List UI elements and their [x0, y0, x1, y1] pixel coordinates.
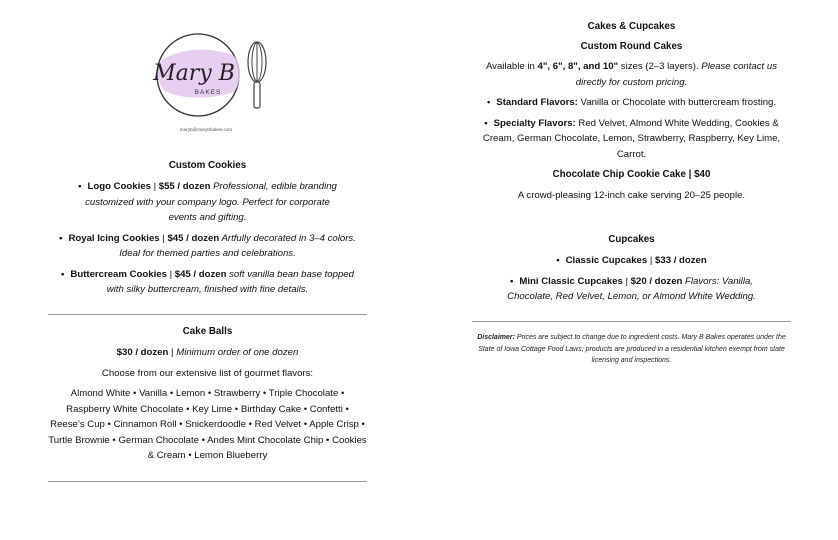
availability-contact: Please contact us directly for custom pricing.	[575, 61, 778, 88]
bullet: •	[486, 97, 491, 108]
availability-prefix: Available in	[485, 61, 538, 72]
cupcakes-list	[472, 253, 791, 305]
cake-balls-minimum: Minimum order of one dozen	[176, 347, 299, 358]
cake-balls-price-line	[48, 345, 367, 361]
cakes-section	[472, 20, 791, 204]
custom-cookies-list	[48, 179, 367, 298]
disclaimer	[472, 332, 791, 367]
item-name: Buttercream Cookies	[70, 268, 167, 280]
item-name: Royal Icing Cookies	[68, 232, 160, 244]
whisk-icon	[248, 42, 266, 108]
item-text: Red Velvet, Almond White Wedding, Cookies & Cream, German Chocolate, Lemon, Strawberry, Raspberry, Key Lime, Carrot.	[482, 117, 781, 160]
cookie-cake-description: A crowd-pleasing 12-inch cake serving 20–25 people.	[517, 190, 746, 201]
bullet: •	[59, 232, 63, 244]
item-text: Vanilla or Chocolate with buttercream frosting.	[577, 97, 777, 108]
item-name: Mini Classic Cupcakes	[519, 275, 623, 287]
logo-script-text: Mary B	[153, 61, 235, 86]
disclaimer-label: Disclaimer:	[477, 334, 515, 341]
item-separator: |	[647, 255, 656, 266]
bullet: •	[78, 181, 82, 192]
availability-text	[472, 59, 791, 90]
item-price: $45 / dozen	[167, 232, 220, 244]
cake-balls-flavors: Almond White • Vanilla • Lemon • Strawberry • Triple Chocolate • Raspberry White Chocolate • Key Lime • Birthday Cake • Confetti • Reese’s Cup • Cinnamon Roll • Snickerdoodle • Red Velvet • Apple Crisp • Turtle Brownie • German Chocolate • Andes Mint Chocolate Chip • Cookies & Cream • Lemon Blueberry	[48, 388, 367, 461]
bullet: •	[556, 255, 560, 266]
list-item	[472, 274, 791, 305]
item-price: $33 / dozen	[655, 255, 707, 266]
item-name: Classic Cupcakes	[565, 255, 648, 266]
item-price: $45 / dozen	[174, 268, 227, 280]
divider	[48, 481, 367, 482]
cupcakes-section	[472, 233, 791, 305]
divider	[48, 314, 367, 315]
item-separator: |	[622, 275, 631, 287]
availability-layers: sizes (2–3 layers).	[618, 61, 702, 72]
cake-flavors-list	[472, 95, 791, 162]
list-item	[472, 253, 791, 269]
cupcakes-heading: Cupcakes	[608, 234, 655, 245]
item-price: $55 / dozen	[158, 181, 211, 192]
item-separator: |	[166, 268, 175, 280]
logo-graphic	[150, 30, 275, 138]
logo-sub-text: BAKES	[194, 89, 222, 96]
logo-email: maryb@marybbakes.com	[179, 127, 233, 132]
separator: |	[168, 347, 177, 358]
custom-round-cakes-heading: Custom Round Cakes	[580, 41, 683, 52]
item-label: Specialty Flavors:	[493, 117, 576, 129]
item-separator: |	[159, 232, 168, 244]
list-item	[472, 116, 791, 163]
list-item	[48, 231, 367, 262]
cookie-cake-heading: Chocolate Chip Cookie Cake | $40	[552, 169, 711, 180]
item-separator: |	[150, 181, 159, 192]
item-description: Flavors: Vanilla, Chocolate, Red Velvet, Lemon, or Almond White Wedding.	[507, 275, 756, 302]
list-item	[48, 267, 367, 298]
custom-cookies-section	[48, 159, 367, 298]
item-label: Standard Flavors:	[496, 97, 578, 108]
cake-balls-intro: Choose from our extensive list of gourmet flavors:	[101, 367, 314, 379]
bullet: •	[484, 117, 488, 129]
cake-balls-heading: Cake Balls	[182, 326, 233, 337]
divider	[472, 321, 791, 322]
bullet: •	[61, 268, 65, 280]
disclaimer-text: Prices are subject to change due to ingredient costs. Mary B Bakes operates under the State of Iowa Cottage Food Laws; products are produced in a residential kitchen exempt from state licensing and inspections.	[478, 334, 786, 364]
item-name: Logo Cookies	[87, 181, 151, 192]
item-description: soft vanilla bean base topped with silky buttercream, finished with fine details.	[106, 268, 354, 295]
availability-sizes: 4", 6", 8", and 10"	[537, 61, 619, 72]
mary-b-bakes-logo	[150, 30, 275, 138]
cake-balls-price: $30 / dozen	[116, 347, 169, 358]
item-description: Artfully decorated in 3–4 colors. Ideal for themed parties and celebrations.	[119, 232, 356, 259]
cake-balls-section	[48, 325, 367, 464]
bullet: •	[510, 275, 514, 287]
item-price: $20 / dozen	[630, 275, 683, 287]
custom-cookies-heading: Custom Cookies	[168, 160, 247, 171]
cakes-heading: Cakes & Cupcakes	[587, 21, 676, 32]
list-item	[472, 95, 791, 111]
item-description: Professional, edible branding customized with your company logo. Perfect for corporate events and gifting.	[85, 181, 337, 223]
list-item	[48, 179, 367, 226]
